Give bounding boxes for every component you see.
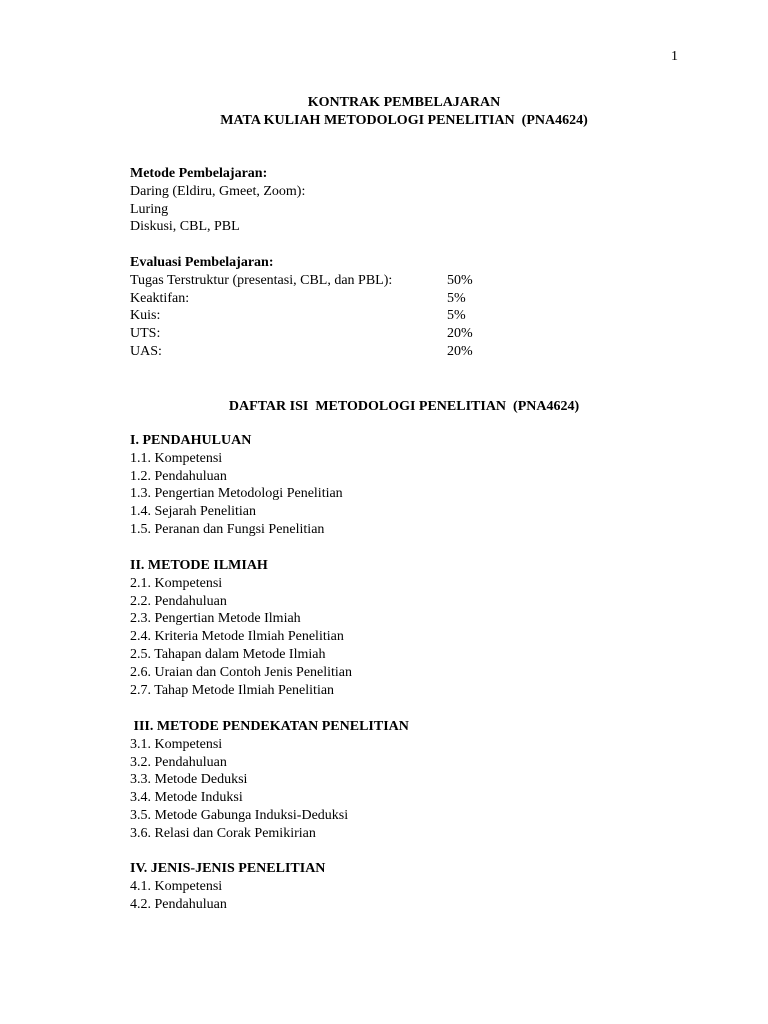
toc-item: 2.6. Uraian dan Contoh Jenis Penelitian: [130, 664, 353, 680]
evaluasi-row: [130, 307, 690, 325]
toc-item: 3.3. Metode Deduksi: [130, 772, 248, 788]
chapter-heading: I. PENDAHULUAN: [130, 433, 252, 448]
chapter-3: [130, 718, 690, 843]
evaluasi-row: [130, 343, 690, 361]
chapter-heading: IV. JENIS-JENIS PENELITIAN: [130, 861, 326, 876]
evaluasi-heading: Evaluasi Pembelajaran:: [130, 255, 274, 270]
evaluasi-row: [130, 272, 690, 290]
evaluasi-label: UTS:: [130, 326, 161, 342]
evaluasi-value: 50%: [447, 272, 473, 288]
evaluasi-value: 5%: [447, 290, 466, 306]
evaluasi-label: Keaktifan:: [130, 290, 190, 306]
toc-item: 2.2. Pendahuluan: [130, 593, 227, 609]
toc-item: 3.4. Metode Induksi: [130, 790, 243, 806]
evaluasi-row: [130, 290, 690, 308]
toc-item: 2.3. Pengertian Metode Ilmiah: [130, 611, 301, 627]
evaluasi-label: Tugas Terstruktur (presentasi, CBL, dan PBL):: [130, 272, 393, 288]
toc-item: 2.5. Tahapan dalam Metode Ilmiah: [130, 646, 326, 662]
title-line-2: MATA KULIAH METODOLOGI PENELITIAN (PNA4624): [220, 112, 588, 128]
toc-item: 1.2. Pendahuluan: [130, 468, 227, 484]
evaluasi-value: 20%: [447, 343, 473, 359]
toc-item: 3.2. Pendahuluan: [130, 754, 227, 770]
toc-item: 2.1. Kompetensi: [130, 575, 223, 591]
page-number: 1: [671, 49, 678, 64]
metode-item: Daring (Eldiru, Gmeet, Zoom):: [130, 183, 306, 199]
toc-item: 2.4. Kriteria Metode Ilmiah Penelitian: [130, 629, 344, 645]
evaluasi-value: 20%: [447, 326, 473, 342]
evaluasi-section: [130, 254, 690, 361]
toc-item: 2.7. Tahap Metode Ilmiah Penelitian: [130, 682, 335, 698]
toc-item: 1.1. Kompetensi: [130, 450, 223, 466]
chapter-heading: II. METODE ILMIAH: [130, 558, 268, 573]
metode-heading: Metode Pembelajaran:: [130, 166, 268, 181]
title-line-1: KONTRAK PEMBELAJARAN: [307, 95, 501, 110]
toc-item: 4.2. Pendahuluan: [130, 896, 227, 912]
chapter-1: [130, 432, 690, 539]
toc-item: 1.3. Pengertian Metodologi Penelitian: [130, 486, 343, 502]
toc-item: 4.1. Kompetensi: [130, 878, 223, 894]
metode-item: Diskusi, CBL, PBL: [130, 219, 240, 235]
toc-item: 3.6. Relasi dan Corak Pemikirian: [130, 825, 316, 841]
evaluasi-label: UAS:: [130, 343, 162, 359]
toc-item: 3.5. Metode Gabunga Induksi-Deduksi: [130, 807, 349, 823]
chapter-4: [130, 860, 690, 913]
toc-item: 1.4. Sejarah Penelitian: [130, 504, 256, 520]
metode-item: Luring: [130, 201, 169, 217]
evaluasi-row: [130, 325, 690, 343]
toc-title: DAFTAR ISI METODOLOGI PENELITIAN (PNA4624): [228, 399, 580, 414]
metode-section: [130, 165, 690, 236]
chapter-heading: III. METODE PENDEKATAN PENELITIAN: [130, 719, 409, 734]
toc-item: 3.1. Kompetensi: [130, 736, 223, 752]
chapter-2: [130, 557, 690, 699]
evaluasi-value: 5%: [447, 308, 466, 324]
document-title: [0, 94, 768, 130]
evaluasi-label: Kuis:: [130, 308, 161, 324]
toc-item: 1.5. Peranan dan Fungsi Penelitian: [130, 521, 325, 537]
